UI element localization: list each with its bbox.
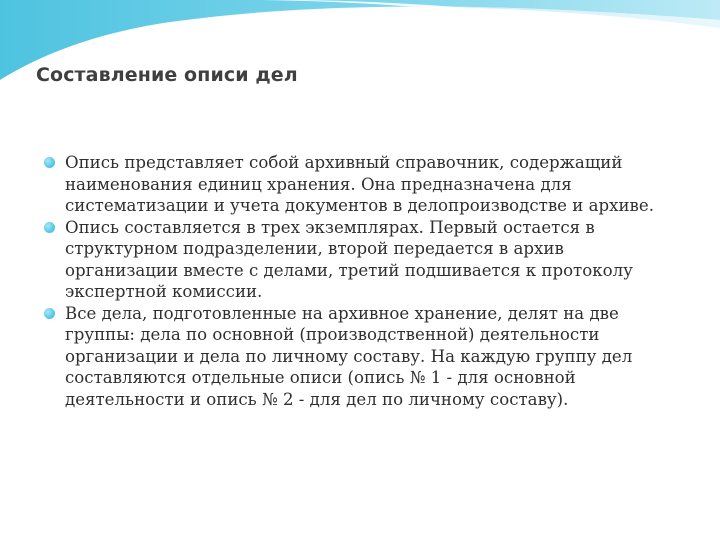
bullet-text: Опись составляется в трех экземплярах. Первый остается в структурном подразделении, второй передается в архив организации вместе с делами, третий подшивается к протоколу экспертной комиссии. [65, 217, 633, 301]
bullet-text: Опись представляет собой архивный справочник, содержащий наименования единиц хранения. Она предназначена для систематизации и учета документов в делопроизводстве и архиве. [65, 153, 654, 215]
list-item [44, 152, 674, 217]
bullet-text: Все дела, подготовленные на архивное хранение, делят на две группы: дела по основной (производственной) деятельности организации и дела по личному составу. На каждую группу дел составляются отдельные описи (опись № 1 - для основной деятельности и опись № 2 - для дел по личному составу). [65, 303, 633, 409]
list-item [44, 303, 674, 411]
circle-bullet-icon [44, 157, 55, 168]
circle-bullet-icon [44, 222, 55, 233]
slide-title: Составление описи дел [36, 64, 298, 86]
list-item [44, 217, 674, 303]
circle-bullet-icon [44, 308, 55, 319]
bullet-list [44, 152, 674, 410]
header-wave-decoration [0, 0, 720, 110]
